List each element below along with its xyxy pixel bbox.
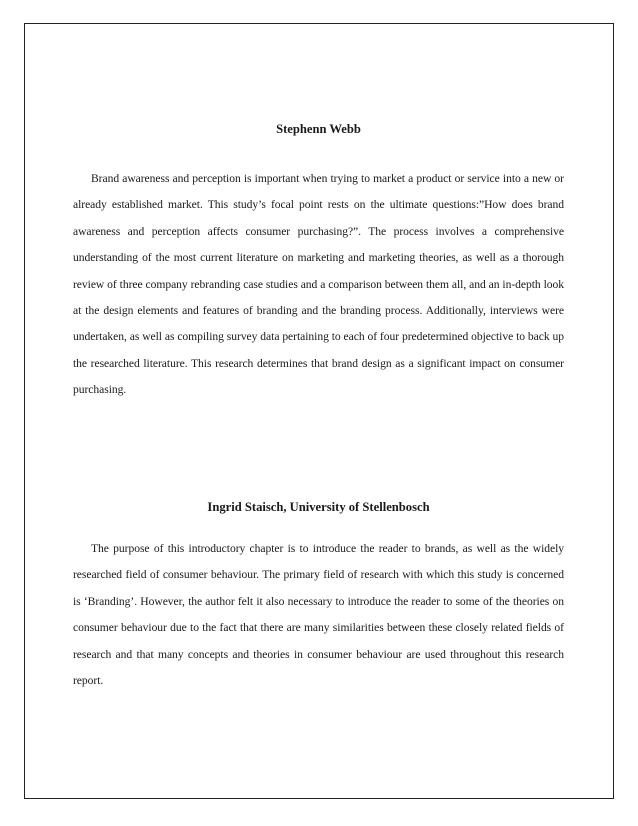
- section-heading-webb: Stephenn Webb: [276, 122, 361, 136]
- abstract-section-staisch: [73, 499, 564, 694]
- section-heading-staisch: Ingrid Staisch, University of Stellenbosch: [207, 500, 430, 514]
- section-paragraph-staisch: The purpose of this introductory chapter is to introduce the reader to brands, as well as the widely researched field of consumer behaviour. The primary field of research with which this study is concerned is ‘Branding’. However, the author felt it also necessary to introduce the reader to some of the theories on consumer behaviour due to the fact that there are many similarities between these closely related fields of research and that many concepts and theories in consumer behaviour are used throughout this research report.: [73, 542, 564, 688]
- section-paragraph-webb: Brand awareness and perception is important when trying to market a product or service into a new or already established market. This study’s focal point rests on the ultimate questions:”How does brand awareness and perception affects consumer purchasing?”. The process involves a comprehensive understanding of the most current literature on marketing and marketing theories, as well as a thorough review of three company rebranding case studies and a comparison between them all, and an in-depth look at the design elements and features of branding and the branding process. Additionally, interviews were undertaken, as well as compiling survey data pertaining to each of four predetermined objective to back up the researched literature. This research determines that brand design as a significant impact on consumer purchasing.: [73, 172, 564, 397]
- abstract-section-webb: [73, 121, 564, 404]
